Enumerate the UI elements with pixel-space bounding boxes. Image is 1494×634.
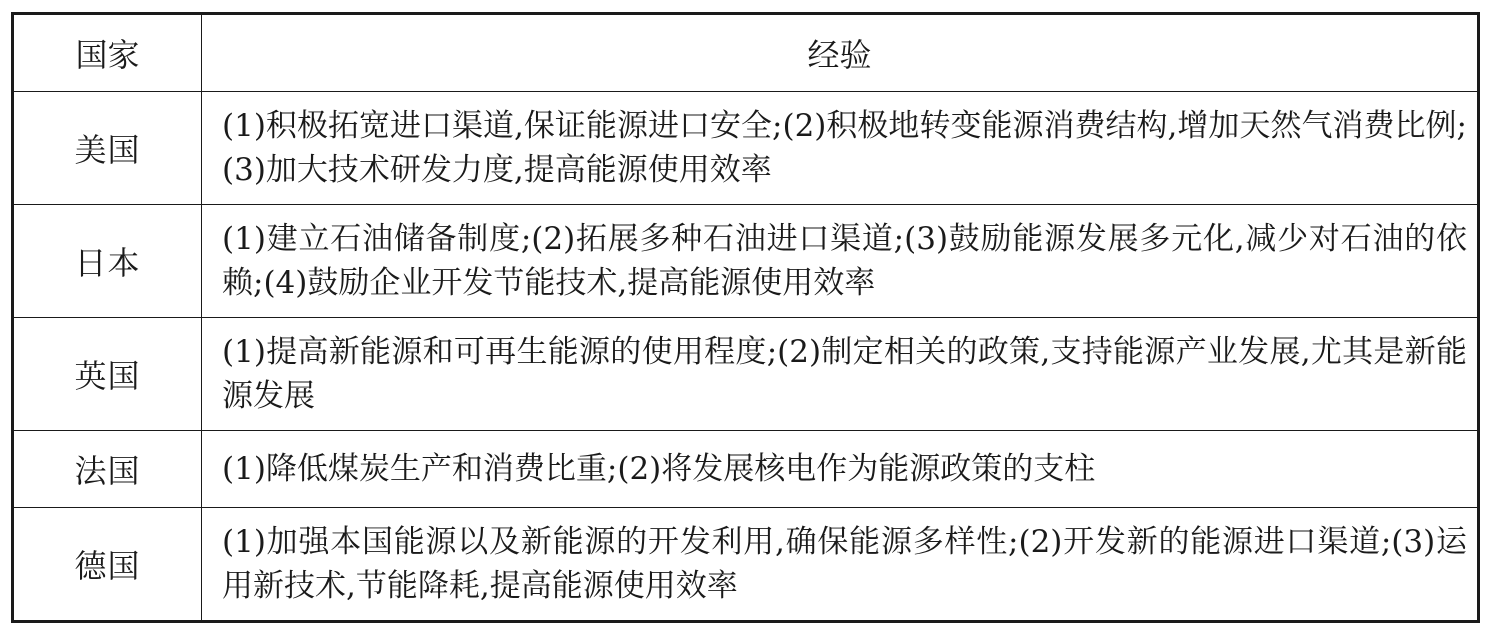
- country-cell: 法国: [13, 431, 202, 508]
- experience-cell: (1)建立石油储备制度;(2)拓展多种石油进口渠道;(3)鼓励能源发展多元化,减少对石油的依赖;(4)鼓励企业开发节能技术,提高能源使用效率: [202, 205, 1479, 318]
- country-cell: 德国: [13, 508, 202, 622]
- country-cell: 英国: [13, 318, 202, 431]
- experience-cell: (1)提高新能源和可再生能源的使用程度;(2)制定相关的政策,支持能源产业发展,尤其是新能源发展: [202, 318, 1479, 431]
- experience-cell: (1)积极拓宽进口渠道,保证能源进口安全;(2)积极地转变能源消费结构,增加天然气消费比例;(3)加大技术研发力度,提高能源使用效率: [202, 92, 1479, 205]
- country-cell: 日本: [13, 205, 202, 318]
- table-header-row: [13, 14, 1479, 92]
- table-row-usa: [13, 92, 1479, 205]
- energy-experience-table: [11, 12, 1480, 623]
- table-row-japan: [13, 205, 1479, 318]
- country-cell: 美国: [13, 92, 202, 205]
- table-row-uk: [13, 318, 1479, 431]
- table-row-germany: [13, 508, 1479, 622]
- table-row-france: [13, 431, 1479, 508]
- experience-table-container: [11, 12, 1480, 614]
- header-country: 国家: [13, 14, 202, 92]
- experience-cell: (1)加强本国能源以及新能源的开发利用,确保能源多样性;(2)开发新的能源进口渠道;(3)运用新技术,节能降耗,提高能源使用效率: [202, 508, 1479, 622]
- header-experience: 经验: [202, 14, 1479, 92]
- experience-cell: (1)降低煤炭生产和消费比重;(2)将发展核电作为能源政策的支柱: [202, 431, 1479, 508]
